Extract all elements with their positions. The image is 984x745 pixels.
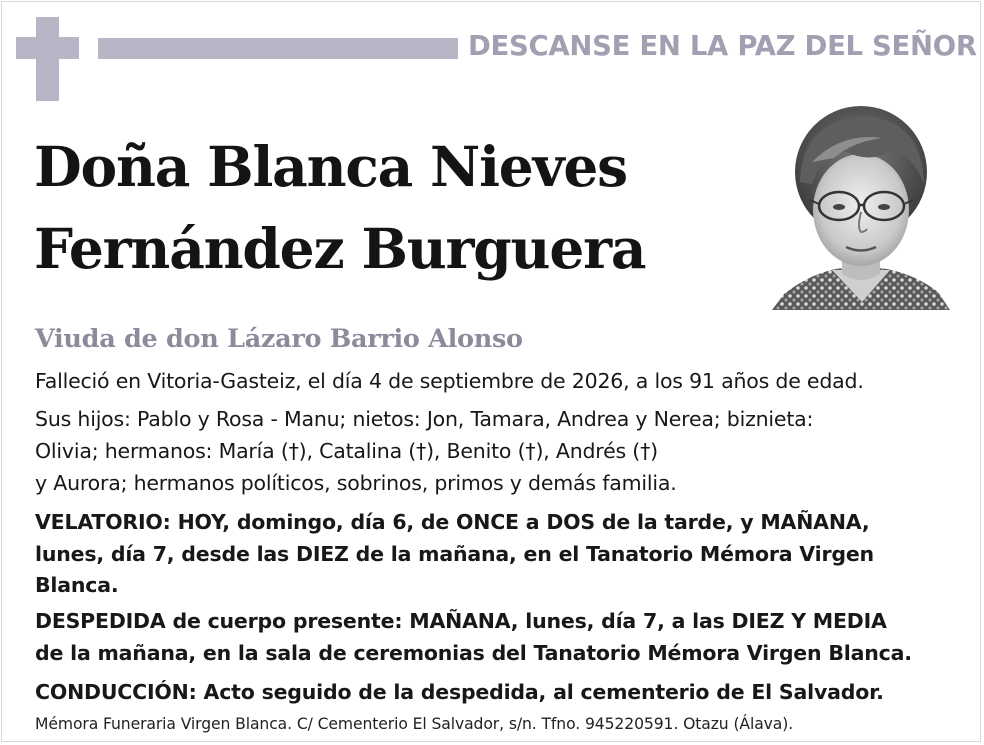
family-list [35,403,965,499]
header-title: DESCANSE EN LA PAZ DEL SEÑOR [468,30,977,62]
deceased-name-line1: Doña Blanca Nieves [34,134,627,199]
family-line: Olivia; hermanos: María (†), Catalina (†), Benito (†), Andrés (†) [35,439,658,463]
death-notice: Falleció en Vitoria-Gasteiz, el día 4 de septiembre de 2026, a los 91 años de edad. [35,369,864,393]
wake-line: Blanca. [35,573,119,597]
cross-icon [36,17,59,101]
deceased-name-line2: Fernández Burguera [34,216,646,281]
wake-line: VELATORIO: HOY, domingo, día 6, de ONCE a DOS de la tarde, y MAÑANA, [35,510,870,534]
deceased-name [34,126,764,290]
procession-details: CONDUCCIÓN: Acto seguido de la despedida, al cementerio de El Salvador. [35,680,884,704]
funeral-home-footer: Mémora Funeraria Virgen Blanca. C/ Cementerio El Salvador, s/n. Tfno. 945220591. Otazu (Álava). [35,715,794,733]
farewell-line: de la mañana, en la sala de ceremonias del Tanatorio Mémora Virgen Blanca. [35,640,912,665]
header-divider-bar [98,38,458,59]
wake-details [35,507,965,602]
farewell-line: DESPEDIDA de cuerpo presente: MAÑANA, lunes, día 7, a las DIEZ Y MEDIA [35,609,887,633]
family-line: Sus hijos: Pablo y Rosa - Manu; nietos: Jon, Tamara, Andrea y Nerea; biznieta: [35,407,814,431]
wake-line: lunes, día 7, desde las DIEZ de la mañana, en el Tanatorio Mémora Virgen [35,541,874,566]
portrait-photo [772,102,950,310]
farewell-details [35,606,965,669]
family-line: y Aurora; hermanos políticos, sobrinos, primos y demás familia. [35,471,677,495]
widow-of-subtitle: Viuda de don Lázaro Barrio Alonso [35,324,523,354]
cross-icon-bar [16,37,79,59]
